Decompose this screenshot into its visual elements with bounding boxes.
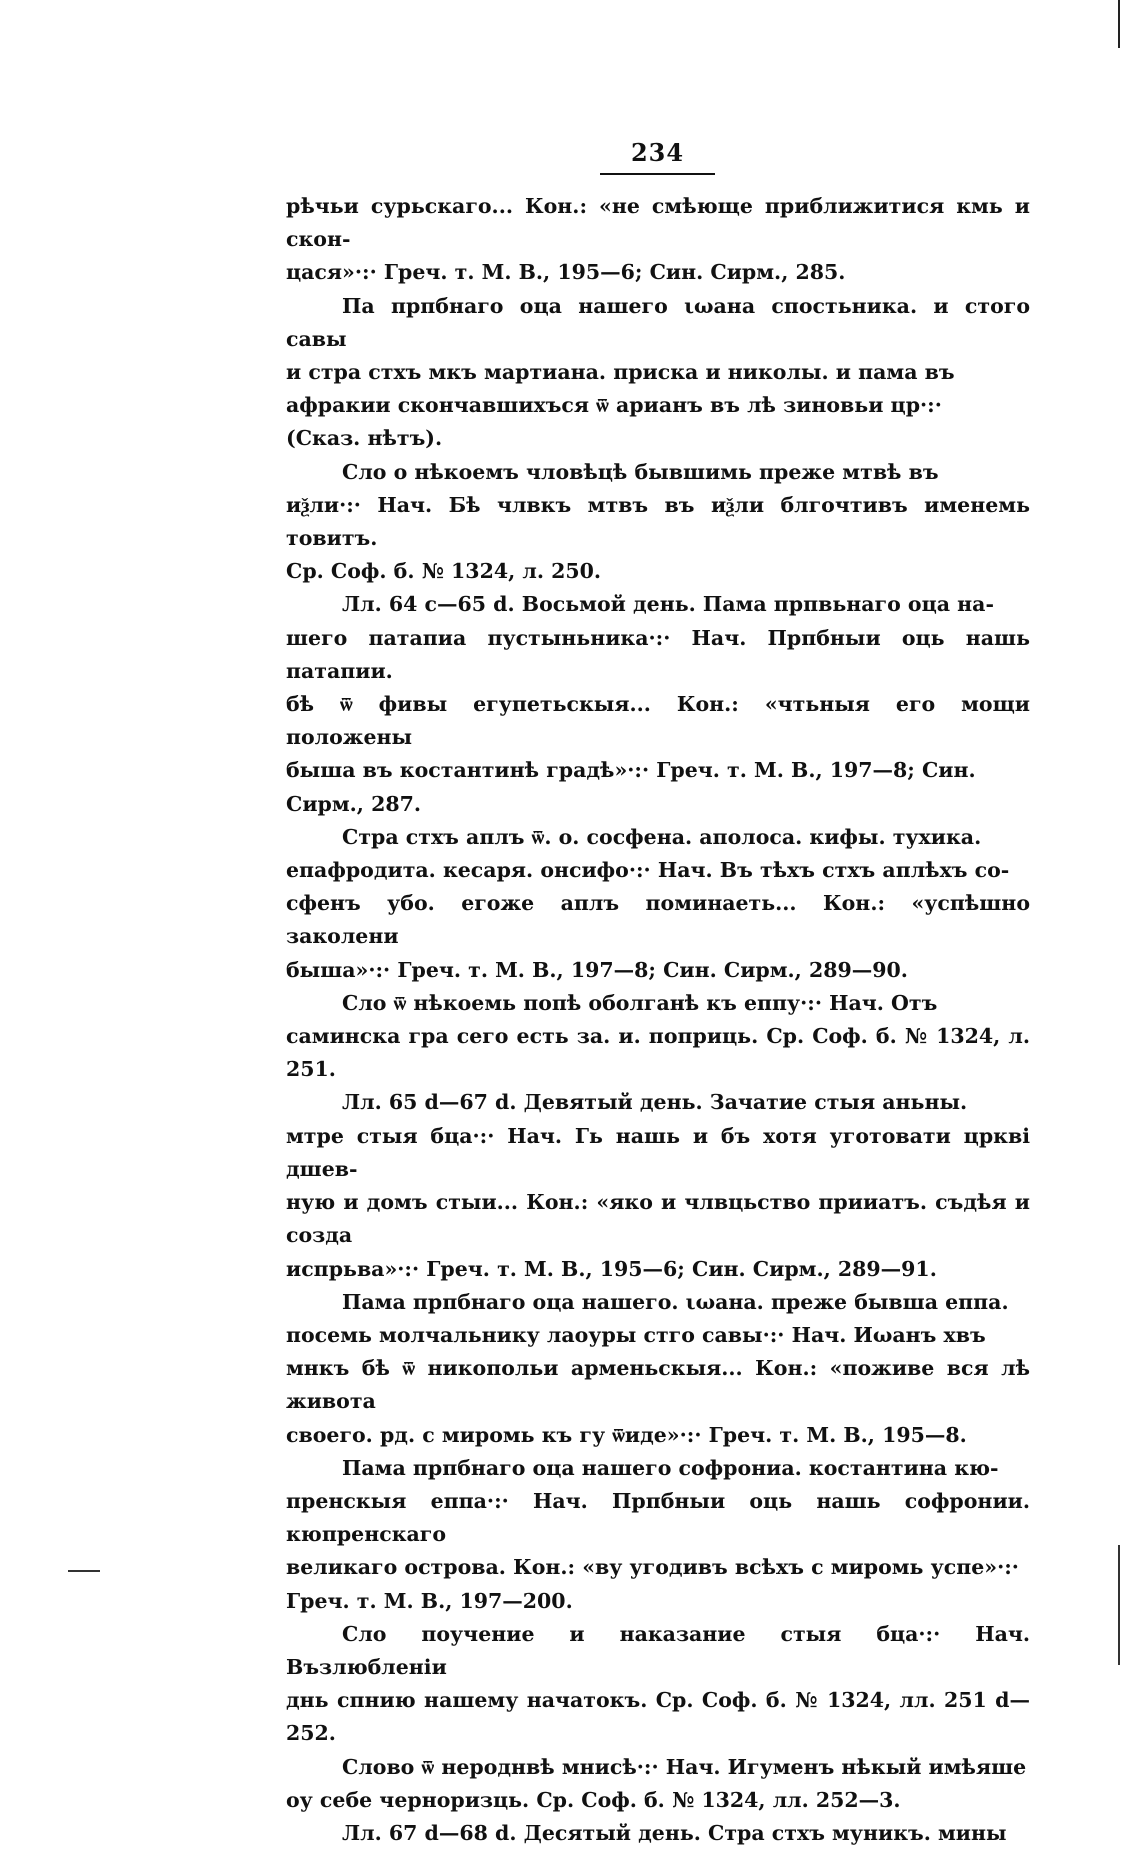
paragraph: рѣчьи сурьскаго... Кон.: «не смѣюще приближитися кмь и скон- цася»·:· Греч. т. М. В., 195—6; Син. Сирм., 285. — [286, 194, 1030, 285]
scan-edge-mark — [68, 1570, 100, 1572]
paragraph: Сло ѿ нѣкоемь попѣ оболганѣ къ еппу·:· Нач. Отъ саминска гра сего есть за. и. поприць. Ср. Соф. б. № 1324, л. 251. — [286, 990, 1030, 1082]
paragraph: Лл. 65 d—67 d. Девятый день. Зачатие стыя аньны. мтре стыя бца·:· Нач. Гь нашь и бъ хотя уготовати цркві дшев- ную и домъ стыи... Кон.: «яко и члвцьство прииатъ. съдѣя и созда испрьва»·:· Греч. т. М. В., 195—6; Син. Сирм., 289—91. — [286, 1090, 1030, 1281]
paragraph: Пама прпбнаго оца нашего софрониа. костантина кю- пренскыя еппа·:· Нач. Прпбныи оць нашь софронии. кюпренскаго великаго острова. Кон.: «ву угодивъ всѣхъ с миромь успе»·:· Греч. т. М. В., 197—200. — [286, 1455, 1030, 1613]
paragraph: Стра стхъ аплъ ѿ. о. сосфена. аполоса. кифы. тухика. епафродита. кесаря. онсифо·:· Нач. Въ тѣхъ стхъ аплѣхъ со- сфенъ убо. егоже аплъ поминаеть... Кон.: «успѣшно заколени быша»·:· Греч. т. М. В., 197—8; Син. Сирм., 289—90. — [286, 824, 1030, 982]
scan-edge-line-top — [1118, 0, 1120, 48]
paragraph: Сло о нѣкоемъ чловѣцѣ бывшимь преже мтвѣ въ иѯли·:· Нач. Бѣ члвкъ мтвъ въ иѯли блгочтивъ именемь товитъ. Ср. Соф. б. № 1324, л. 250. — [286, 459, 1030, 584]
body-text — [286, 190, 1030, 1850]
paragraph: Слово ѿ нероднвѣ мнисѣ·:· Нач. Игуменъ нѣкый имѣяше оу себе черноризць. Ср. Соф. б. № 1324, лл. 252—3. — [286, 1754, 1027, 1812]
paragraph: Сло поучение и наказание стыя бца·:· Нач. Възлюбленіи днь спнию нашему начатокъ. Ср. Соф. б. № 1324, лл. 251 d—252. — [286, 1621, 1030, 1746]
paragraph: Лл. 67 d—68 d. Десятый день. Стра стхъ муникъ. мины — [342, 1820, 1007, 1845]
page-number: 234 — [600, 138, 715, 175]
scan-edge-line-bottom — [1118, 1545, 1120, 1665]
paragraph: Лл. 64 с—65 d. Восьмой день. Пама прпвьнаго оца на- шего патапиа пустыньника·:· Нач. Прпбныи оць нашь патапии. бѣ ѿ фивы егупетьскыя... Кон.: «чтьныя его мощи положены быша въ костантинѣ градѣ»·:· Греч. т. М. В., 197—8; Син. Сирм., 287. — [286, 592, 1030, 816]
paragraph: Пама прпбнаго оца нашего. ιωана. преже бывша еппа. посемь молчальнику лаоуры стго савы·:· Нач. Иωанъ хвъ мнкъ бѣ ѿ никопольи арменьскыя... Кон.: «поживе вся лѣ живота своего. рд. с миромь къ гу ѿиде»·:· Греч. т. М. В., 195—8. — [286, 1289, 1030, 1447]
paragraph: Па прпбнаго оца нашего ιωана спостьника. и стого савы и стра стхъ мкъ мартиана. приска и николы. и пама въ афракии скончавшихъся ѿ арианъ въ лѣ зиновьи цр·:· (Сказ. нѣтъ). — [286, 293, 1030, 451]
